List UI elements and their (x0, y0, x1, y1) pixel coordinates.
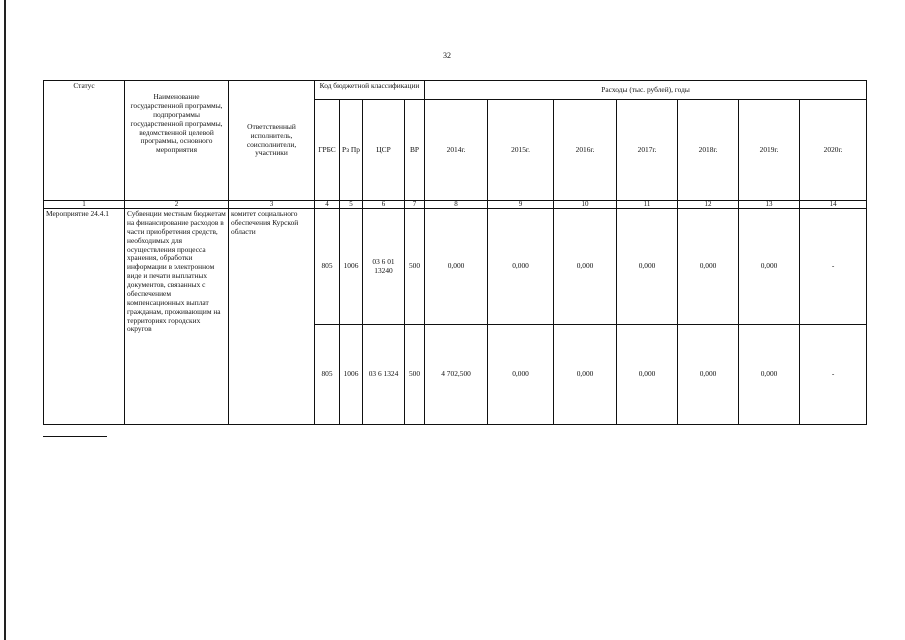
column-number: 1 (44, 201, 125, 209)
cell-grbs: 805 (315, 325, 340, 425)
column-number: 8 (425, 201, 488, 209)
table-row (44, 209, 867, 325)
column-number: 3 (229, 201, 315, 209)
column-number: 14 (800, 201, 867, 209)
column-number: 6 (363, 201, 405, 209)
column-number: 7 (405, 201, 425, 209)
header-name: Наименование государственной программы, подпрограммы государственной программы, ведомственной целевой программы, основного мероприятия (125, 81, 229, 201)
cell-expense: - (800, 325, 867, 425)
measure-status: Мероприятие 24.4.1 (44, 209, 125, 425)
cell-expense: 0,000 (425, 209, 488, 325)
cell-vr: 500 (405, 209, 425, 325)
header-year: 2020г. (800, 100, 867, 201)
cell-expense: - (800, 209, 867, 325)
cell-expense: 0,000 (554, 325, 617, 425)
header-budget-code: Код бюджетной классификации (315, 81, 425, 100)
cell-csr: 03 6 1324 (363, 325, 405, 425)
bottom-rule (43, 436, 107, 437)
header-year: 2016г. (554, 100, 617, 201)
header-grbs: ГРБС (315, 100, 340, 201)
header-csr: ЦСР (363, 100, 405, 201)
header-year: 2014г. (425, 100, 488, 201)
cell-expense: 0,000 (739, 209, 800, 325)
column-number: 10 (554, 201, 617, 209)
column-number: 4 (315, 201, 340, 209)
column-number: 11 (617, 201, 678, 209)
cell-expense: 0,000 (488, 325, 554, 425)
cell-rzpr: 1006 (340, 209, 363, 325)
cell-expense: 0,000 (617, 209, 678, 325)
cell-expense: 0,000 (678, 325, 739, 425)
header-year: 2018г. (678, 100, 739, 201)
cell-expense: 0,000 (554, 209, 617, 325)
cell-rzpr: 1006 (340, 325, 363, 425)
header-rzpr: Рз Пр (340, 100, 363, 201)
cell-expense: 0,000 (617, 325, 678, 425)
cell-expense: 0,000 (488, 209, 554, 325)
cell-grbs: 805 (315, 209, 340, 325)
measure-name: Субвенции местным бюджетам на финансирование расходов в части приобретения средств, необходимых для осуществления процесса хранения, обработки информации в электронном виде и печати выплатных документов, связанных с обеспечением компенсационных выплат гражданам, проживающим на территориях городских округов (125, 209, 229, 425)
column-number: 9 (488, 201, 554, 209)
page-number: 32 (443, 51, 451, 60)
measure-responsible: комитет социального обеспечения Курской области (229, 209, 315, 425)
column-number: 2 (125, 201, 229, 209)
budget-table (43, 80, 867, 425)
cell-vr: 500 (405, 325, 425, 425)
page-edge-line (4, 0, 6, 640)
header-vr: ВР (405, 100, 425, 201)
header-status: Статус (44, 81, 125, 201)
column-number: 5 (340, 201, 363, 209)
header-year: 2019г. (739, 100, 800, 201)
column-number: 12 (678, 201, 739, 209)
header-responsible: Ответственный исполнитель, соисполнители, участники (229, 81, 315, 201)
cell-csr: 03 6 01 13240 (363, 209, 405, 325)
cell-expense: 0,000 (739, 325, 800, 425)
column-number-row (44, 201, 867, 209)
header-year: 2017г. (617, 100, 678, 201)
column-number: 13 (739, 201, 800, 209)
header-expenses: Расходы (тыс. рублей), годы (425, 81, 867, 100)
header-year: 2015г. (488, 100, 554, 201)
cell-expense: 4 702,500 (425, 325, 488, 425)
cell-expense: 0,000 (678, 209, 739, 325)
